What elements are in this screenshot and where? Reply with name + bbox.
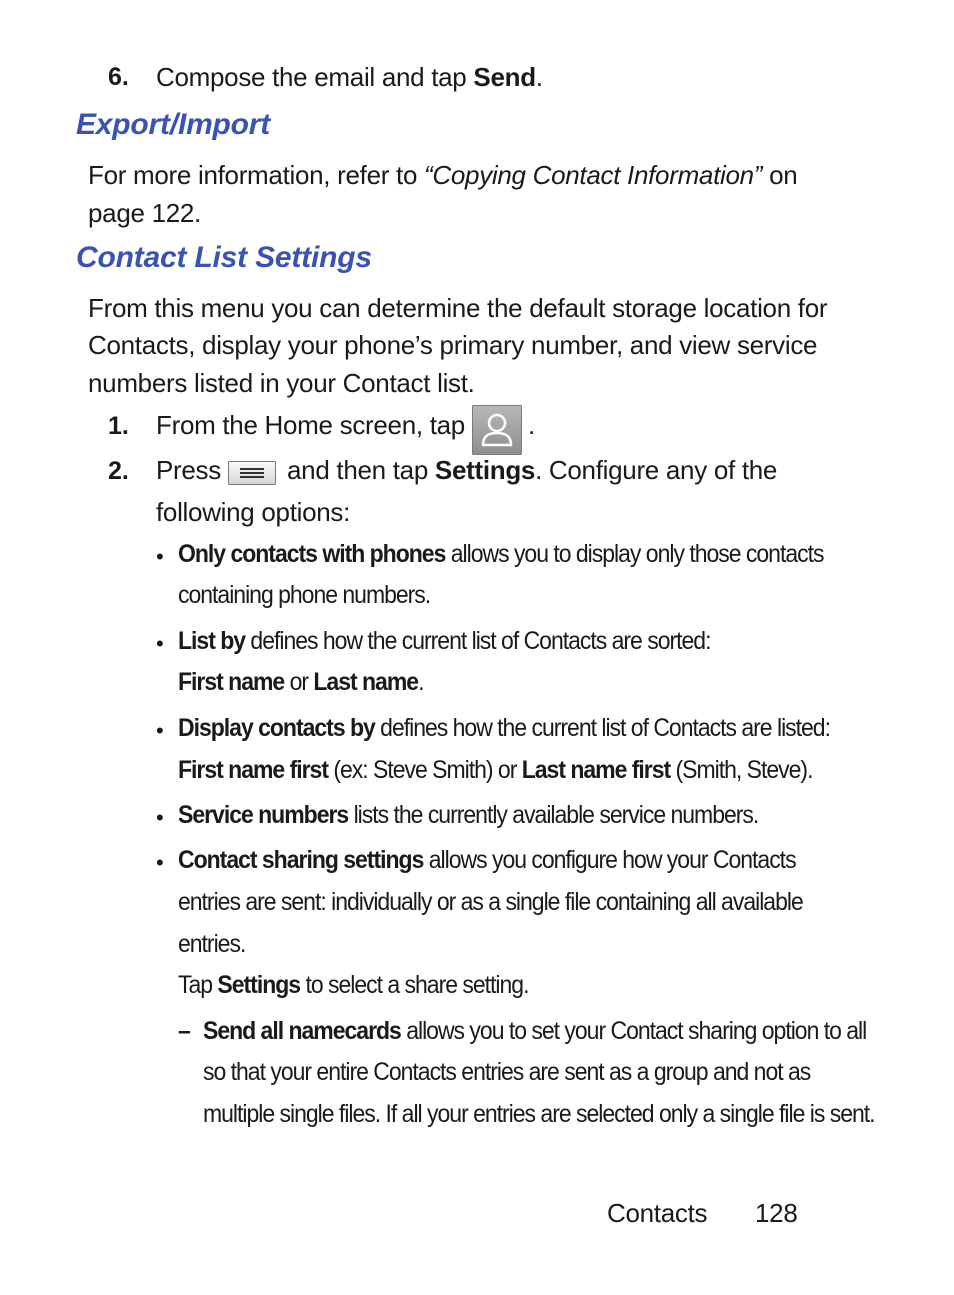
footer-section-name: Contacts [607,1198,708,1228]
step-number: 6. [108,63,129,91]
intro-line: From this menu you can determine the default storage location for [88,293,828,323]
intro-line: Contacts, display your phone’s primary number, and view service [88,330,818,360]
step-text: Compose the email and tap Send. [156,62,543,92]
step-number: 1. [108,412,129,440]
bullet-text: First name or Last name. [178,668,424,696]
bullet-marker: • [156,631,164,656]
dash-item-text: multiple single files. If all your entries are selected only a single file is sent. [203,1100,875,1128]
bullet-text: First name first (ex: Steve Smith) or Last name first (Smith, Steve). [178,756,813,784]
step-number: 2. [108,457,129,485]
bullet-text: Only contacts with phones allows you to display only those contacts [178,540,824,568]
bullet-marker: • [156,850,164,875]
bullet-text: Display contacts by defines how the current list of Contacts are listed: [178,714,830,742]
bullet-text: Contact sharing settings allows you configure how your Contacts [178,846,796,874]
step-text: and then tap Settings. Configure any of the [287,455,778,485]
dash-item-text: so that your entire Contacts entries are sent as a group and not as [203,1058,811,1086]
dash-item-text: Send all namecards allows you to set your Contact sharing option to all [203,1017,867,1045]
bullet-marker: • [156,544,164,569]
intro-line: numbers listed in your Contact list. [88,368,475,398]
paragraph: page 122. [88,198,201,228]
bullet-text: entries are sent: individually or as a single file containing all available [178,888,803,916]
section-heading-contact-list-settings: Contact List Settings [76,241,372,274]
bullet-marker: • [156,805,164,830]
step-text-period: . [528,410,535,440]
bullet-text: entries. [178,930,246,958]
dash-marker: – [178,1017,190,1045]
step-text: Press [156,455,221,485]
contacts-person-icon [472,405,522,455]
step-text: following options: [156,497,351,527]
bullet-text: Service numbers lists the currently available service numbers. [178,801,759,829]
bullet-text: containing phone numbers. [178,581,431,609]
paragraph: For more information, refer to “Copying Contact Information” on [88,160,798,190]
bullet-marker: • [156,718,164,743]
section-heading-export-import: Export/Import [76,108,271,141]
step-text: From the Home screen, tap [156,410,465,440]
tap-settings-text: Tap Settings to select a share setting. [178,971,529,999]
bullet-text: List by defines how the current list of Contacts are sorted: [178,627,711,655]
menu-key-icon [228,461,276,485]
page-number: 128 [755,1198,798,1228]
